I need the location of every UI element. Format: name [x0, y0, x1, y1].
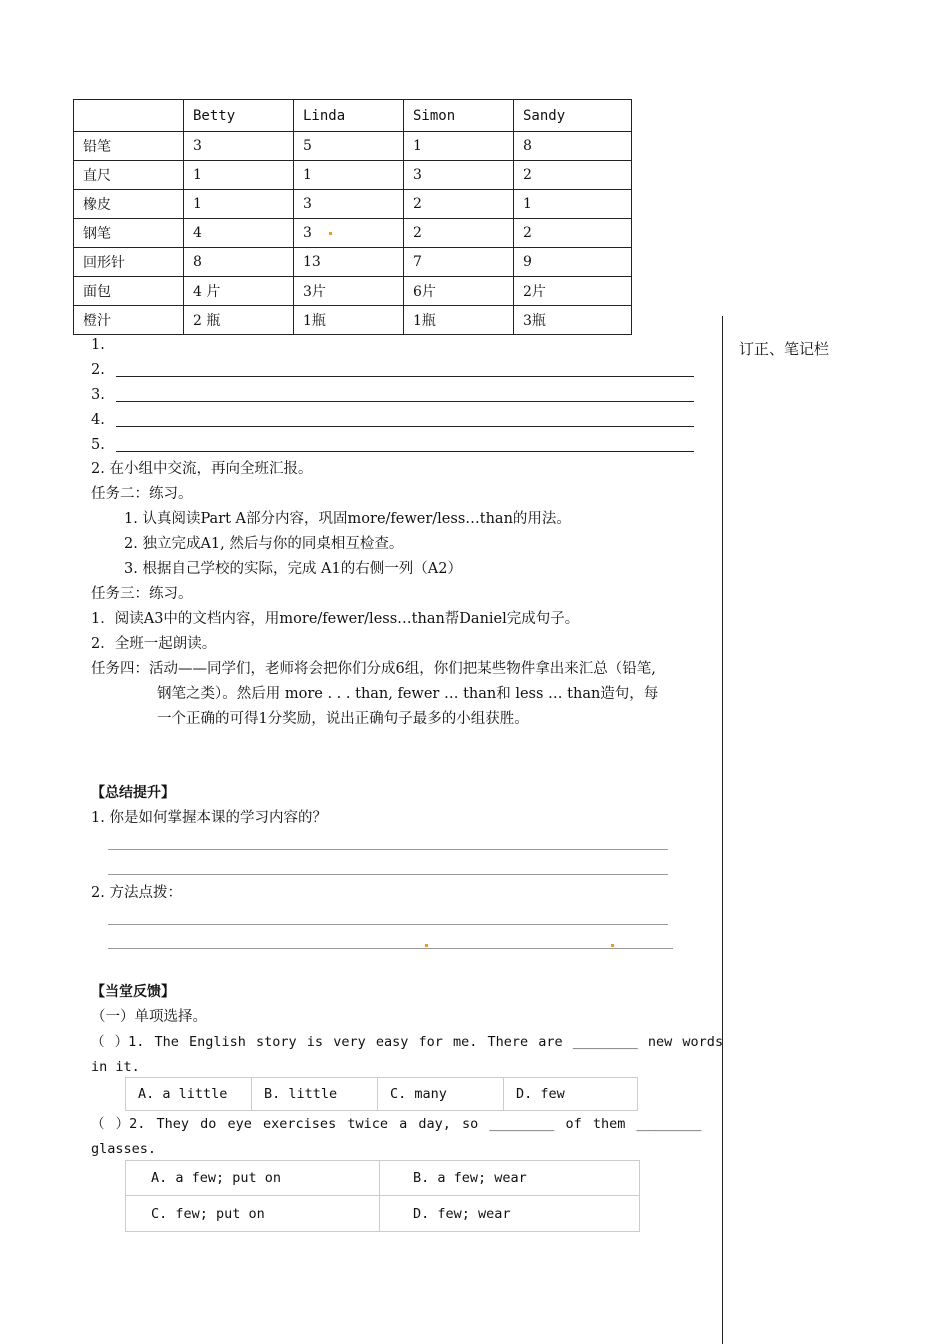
table-cell: 1 — [184, 161, 294, 190]
question-2-text-cont: glasses. — [91, 1141, 157, 1157]
answer-line[interactable] — [108, 874, 668, 875]
table-row — [74, 306, 632, 335]
task-line: 2. 独立完成A1, 然后与你的同桌相互检查。 — [124, 536, 404, 552]
table-cell: 3瓶 — [514, 306, 632, 335]
table-cell: 2 瓶 — [184, 306, 294, 335]
task-heading: 任务二：练习。 — [91, 486, 193, 502]
question-1-text-cont: in it. — [91, 1059, 140, 1075]
task-line: 钢笔之类）。然后用 more . . . than, fewer … than和 less … than造句，每 — [157, 686, 659, 702]
task-line: 2．全班一起朗读。 — [91, 636, 217, 652]
option-c[interactable]: C. many — [378, 1078, 504, 1111]
table-cell: 橙汁 — [74, 306, 184, 335]
blank-label: 2. — [91, 362, 105, 378]
answer-line[interactable] — [108, 948, 673, 949]
table-cell: 2 — [514, 161, 632, 190]
table-cell: 3片 — [294, 277, 404, 306]
table-cell: 1 — [514, 190, 632, 219]
table-cell: 7 — [404, 248, 514, 277]
summary-title: 【总结提升】 — [91, 785, 175, 801]
option-b[interactable]: B. a few; wear — [380, 1161, 640, 1196]
blank-label: 5. — [91, 437, 105, 453]
feedback-title: 【当堂反馈】 — [91, 984, 175, 1000]
table-cell: 2 — [404, 219, 514, 248]
option-c[interactable]: C. few; put on — [126, 1196, 380, 1232]
feedback-section: （一）单项选择。 — [91, 1009, 207, 1025]
table-header-cell: Simon — [404, 100, 514, 132]
task-line: 2. 在小组中交流，再向全班汇报。 — [91, 461, 313, 477]
table-cell: 1瓶 — [294, 306, 404, 335]
option-d[interactable]: D. few; wear — [380, 1196, 640, 1232]
notes-column-title: 订正、笔记栏 — [739, 340, 830, 358]
option-d[interactable]: D. few — [504, 1078, 638, 1111]
task-line: 1．阅读A3中的文档内容，用more/fewer/less…than帮Daniel完成句子。 — [91, 611, 580, 627]
table-cell: 橡皮 — [74, 190, 184, 219]
table-cell: 2 — [514, 219, 632, 248]
question-2-text: （ ）2. They do eye exercises twice a day, so ________ of them ________ — [91, 1116, 702, 1132]
table-cell: 3 — [294, 190, 404, 219]
table-cell: 回形针 — [74, 248, 184, 277]
table-header-cell: Sandy — [514, 100, 632, 132]
blank-label: 1. — [91, 337, 105, 353]
table-cell: 钢笔 — [74, 219, 184, 248]
task-line: 一个正确的可得1分奖励，说出正确句子最多的小组获胜。 — [157, 711, 529, 727]
option-a[interactable]: A. a few; put on — [126, 1161, 380, 1196]
notes-divider — [722, 316, 723, 1344]
table-cell: 2片 — [514, 277, 632, 306]
table-header-cell: Betty — [184, 100, 294, 132]
table-cell: 9 — [514, 248, 632, 277]
table-header-cell — [74, 100, 184, 132]
table-cell: 5 — [294, 132, 404, 161]
table-row — [74, 190, 632, 219]
table-row — [74, 219, 632, 248]
marker-dot — [329, 232, 332, 235]
task-heading: 任务三：练习。 — [91, 586, 193, 602]
option-b[interactable]: B. little — [252, 1078, 378, 1111]
marker-dot — [425, 944, 428, 947]
answer-line[interactable] — [116, 426, 694, 427]
table-cell: 8 — [514, 132, 632, 161]
table-row — [74, 132, 632, 161]
table-cell: 4 — [184, 219, 294, 248]
question-1-text: （ ）1. The English story is very easy for me. There are ________ new words — [91, 1034, 724, 1050]
table-cell: 面包 — [74, 277, 184, 306]
blank-label: 3. — [91, 387, 105, 403]
question-2-options — [125, 1160, 640, 1232]
answer-line[interactable] — [116, 376, 694, 377]
task-line: 1. 认真阅读Part A部分内容，巩固more/fewer/less…than的用法。 — [124, 511, 571, 527]
summary-question: 2. 方法点拨： — [91, 885, 182, 901]
table-cell: 13 — [294, 248, 404, 277]
table-cell: 4 片 — [184, 277, 294, 306]
table-cell: 3 — [184, 132, 294, 161]
table-cell: 3 — [404, 161, 514, 190]
option-a[interactable]: A. a little — [126, 1078, 252, 1111]
table-row — [74, 248, 632, 277]
table-row — [74, 161, 632, 190]
table-header-row — [74, 100, 632, 132]
question-1-options — [125, 1077, 638, 1111]
answer-line[interactable] — [108, 924, 668, 925]
table-cell: 6片 — [404, 277, 514, 306]
task-line: 任务四：活动——同学们，老师将会把你们分成6组，你们把某些物件拿出来汇总（铅笔, — [91, 661, 656, 677]
table-header-cell: Linda — [294, 100, 404, 132]
answer-line[interactable] — [108, 849, 668, 850]
answer-line[interactable] — [116, 401, 694, 402]
table-cell: 铅笔 — [74, 132, 184, 161]
table-cell: 1 — [294, 161, 404, 190]
table-cell: 直尺 — [74, 161, 184, 190]
summary-question: 1. 你是如何掌握本课的学习内容的？ — [91, 810, 327, 826]
marker-dot — [611, 944, 614, 947]
table-cell: 1 — [404, 132, 514, 161]
blank-label: 4. — [91, 412, 105, 428]
table-cell: 1 — [184, 190, 294, 219]
table-cell: 8 — [184, 248, 294, 277]
supplies-table — [73, 99, 632, 335]
table-cell: 3 — [294, 219, 404, 248]
table-row — [74, 277, 632, 306]
table-cell: 2 — [404, 190, 514, 219]
task-line: 3. 根据自己学校的实际，完成 A1的右侧一列（A2） — [124, 561, 462, 577]
table-cell: 1瓶 — [404, 306, 514, 335]
answer-line[interactable] — [116, 451, 694, 452]
